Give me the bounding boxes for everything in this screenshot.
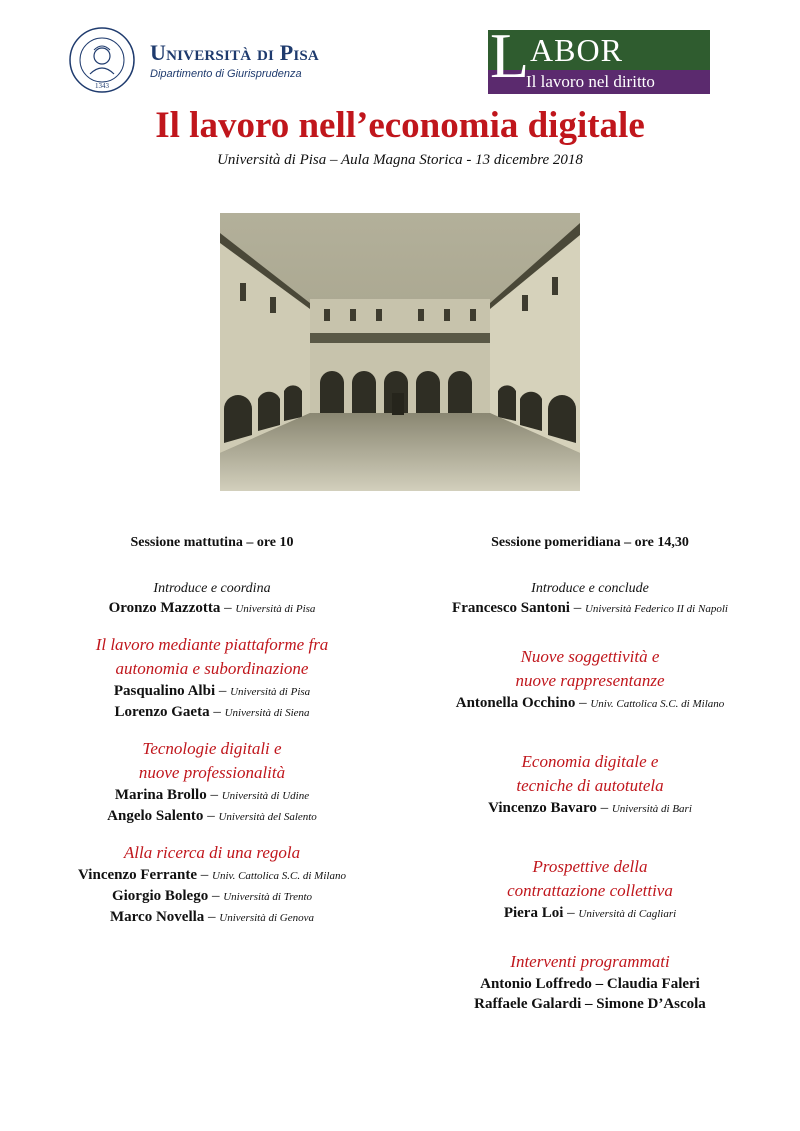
panel-1-topic: Il lavoro mediante piattaforme fra autonomia e subordinazione xyxy=(95,635,329,678)
afternoon-intro-role: Introduce e conclude xyxy=(531,581,649,596)
speaker: Lorenzo Gaeta – Università di Siena xyxy=(114,704,310,720)
afternoon-heading: Sessione pomeridiana – ore 14,30 xyxy=(491,535,689,550)
morning-intro-person: Oronzo Mazzotta – Università di Pisa xyxy=(108,600,316,616)
courtyard-photo xyxy=(220,213,580,491)
panel-5-topic: Economia digitale e tecniche di autotutela xyxy=(516,752,664,795)
speaker-name: Oronzo Mazzotta xyxy=(108,600,221,616)
afternoon-intro-person: Francesco Santoni – Università Federico II di Napoli xyxy=(452,600,728,616)
speaker: Marco Novella – Università di Genova xyxy=(110,909,314,925)
panel-2-topic: Tecnologie digitali e nuove professionalità xyxy=(138,739,286,782)
university-name: Università di Pisa xyxy=(150,40,319,65)
speaker: Vincenzo Bavaro – Università di Bari xyxy=(488,800,692,816)
morning-heading: Sessione mattutina – ore 10 xyxy=(130,535,294,550)
department-name: Dipartimento di Giurisprudenza xyxy=(150,68,302,80)
speaker-affiliation: Università Federico II di Napoli xyxy=(584,603,728,615)
university-seal xyxy=(68,26,136,94)
svg-text:1343: 1343 xyxy=(95,82,109,90)
morning-session xyxy=(20,535,404,928)
speaker: Angelo Salento – Università del Salento xyxy=(107,808,317,824)
speaker: Vincenzo Ferrante – Univ. Cattolica S.C. di Milano xyxy=(78,867,346,883)
speaker: Marina Brollo – Università di Udine xyxy=(114,787,310,803)
labor-logo-subtitle: Il lavoro nel diritto xyxy=(526,72,655,91)
page-title: Il lavoro nell’economia digitale xyxy=(155,105,645,146)
panel-3-topic: Alla ricerca di una regola xyxy=(123,843,301,862)
morning-intro-role: Introduce e coordina xyxy=(153,581,271,596)
labor-logo-word: ABOR xyxy=(530,32,623,68)
speaker: Giorgio Bolego – Università di Trento xyxy=(111,888,313,904)
labor-logo-letter: L xyxy=(490,20,530,91)
labor-logo xyxy=(488,20,710,94)
panel-4-topic: Nuove soggettività e nuove rappresentanze xyxy=(515,647,665,690)
panel-7-topic: Interventi programmati xyxy=(510,952,670,971)
programmed-speakers-line: Raffaele Galardi – Simone D’Ascola xyxy=(474,996,706,1012)
programmed-speakers-line: Antonio Loffredo – Claudia Faleri xyxy=(480,976,700,992)
university-logo xyxy=(150,42,319,80)
afternoon-session xyxy=(400,535,780,1014)
panel-6-topic: Prospettive della contrattazione collettiva xyxy=(507,857,673,900)
seal-icon xyxy=(68,26,136,94)
speaker-name: Francesco Santoni xyxy=(452,600,570,616)
speaker: Antonella Occhino – Univ. Cattolica S.C. di Milano xyxy=(455,695,725,711)
speaker: Pasqualino Albi – Università di Pisa xyxy=(113,683,311,699)
speaker: Piera Loi – Università di Cagliari xyxy=(503,905,677,921)
event-details: Università di Pisa – Aula Magna Storica - 13 dicembre 2018 xyxy=(217,152,583,168)
speaker-affiliation: Università di Pisa xyxy=(235,603,316,615)
courtyard-illustration xyxy=(220,213,580,491)
